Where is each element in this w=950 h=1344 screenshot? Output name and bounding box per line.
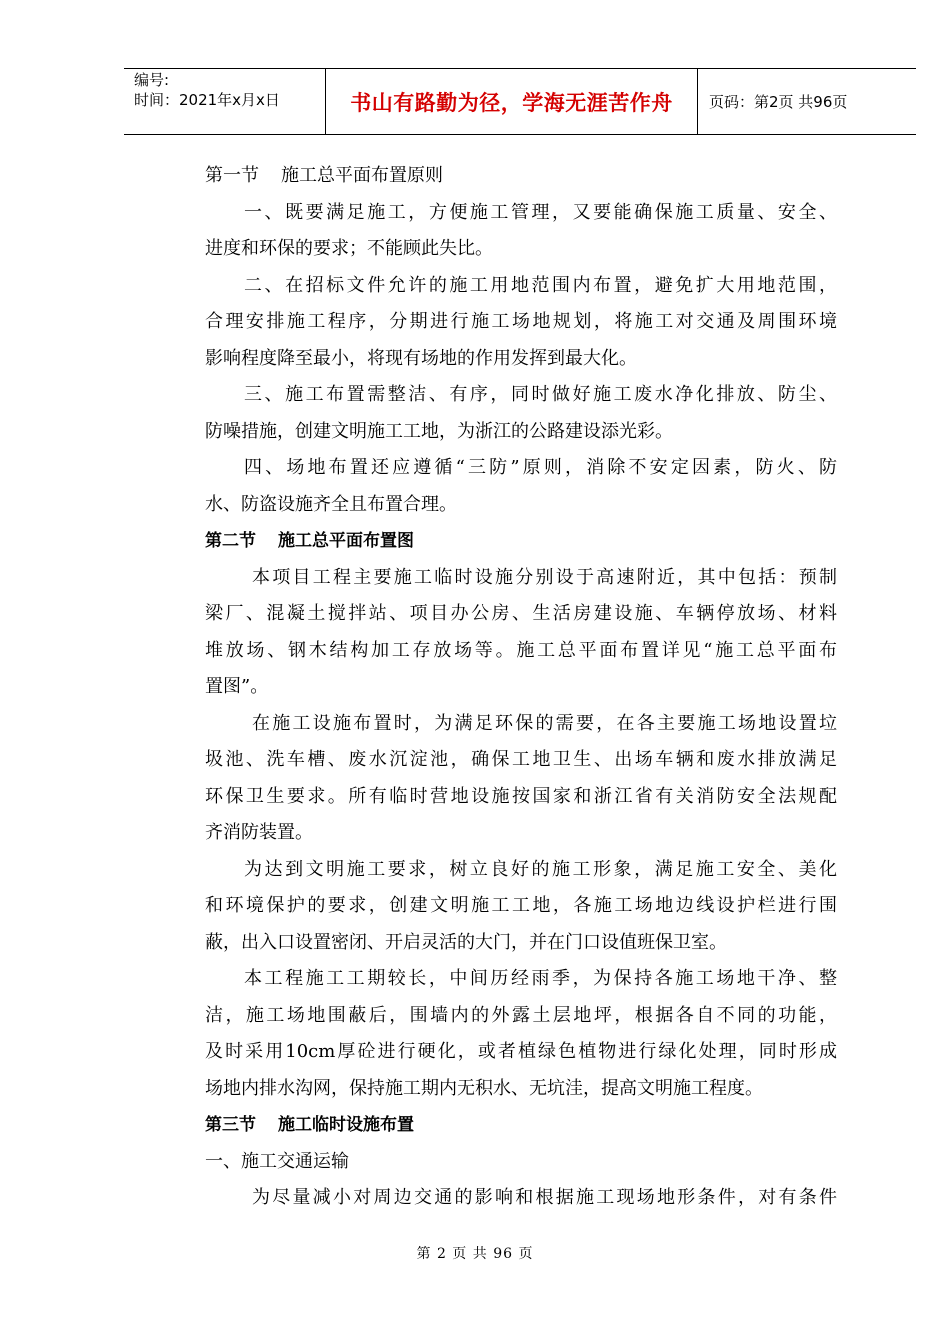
paragraph-line: 进度和环保的要求；不能顾此失比。: [205, 238, 493, 259]
header-divider: [697, 68, 698, 135]
paragraph-line: 为达到文明施工要求，树立良好的施工形象，满足施工安全、美化: [244, 858, 837, 880]
paragraph-line: 蔽，出入口设置密闭、开启灵活的大门，并在门口设值班保卫室。: [205, 931, 727, 953]
header-page-info: 页码：第2页 共96页: [709, 93, 848, 111]
subsection-number: 一、: [205, 1150, 241, 1172]
section-title: 施工总平面布置原则: [281, 165, 443, 186]
section-number: 第一节: [205, 165, 259, 186]
document-body: [205, 158, 837, 1217]
page-footer: 第 2 页 共 96 页: [416, 1246, 534, 1262]
paragraph-line: 三、施工布置需整洁、有序，同时做好施工废水净化排放、防尘、: [244, 384, 837, 405]
paragraph-line: 梁厂、混凝土搅拌站、项目办公房、生活房建设施、车辆停放场、材料: [205, 603, 837, 624]
paragraph-line: 堆放场、钢木结构加工存放场等。施工总平面布置详见“施工总平面布: [205, 639, 837, 661]
paragraph-line: 为尽量减小对周边交通的影响和根据施工现场地形条件，对有条件: [252, 1187, 837, 1208]
paragraph-line: 场地内排水沟网，保持施工期内无积水、无坑洼，提高文明施工程度。: [205, 1077, 763, 1099]
section-number: 第三节: [205, 1115, 256, 1135]
paragraph-line: 防噪措施，创建文明施工工地，为浙江的公路建设添光彩。: [205, 420, 673, 442]
section-heading: [205, 158, 837, 195]
section-title: 施工总平面布置图: [278, 531, 414, 551]
paragraph-line: 四、场地布置还应遵循“三防”原则，消除不安定因素，防火、防: [244, 457, 837, 478]
time-label: 时间：2021年x月x日: [134, 91, 280, 109]
paragraph-line: 影响程度降至最小，将现有场地的作用发挥到最大化。: [205, 347, 637, 369]
paragraph-line: 在施工设施布置时，为满足环保的需要，在各主要施工场地设置垃: [252, 712, 837, 734]
subsection-title: 施工交通运输: [241, 1150, 349, 1172]
paragraph-line: 洁，施工场地围蔽后，围墙内的外露土层地坪，根据各自不同的功能，: [205, 1004, 837, 1026]
header-motto: 书山有路勤为径，学海无涯苦作舟: [350, 90, 673, 115]
paragraph-line: 环保卫生要求。所有临时营地设施按国家和浙江省有关消防安全法规配: [205, 785, 837, 807]
paragraph-line: 一、既要满足施工，方便施工管理，又要能确保施工质量、安全、: [244, 201, 837, 223]
number-label: 编号:: [134, 71, 170, 89]
paragraph-line: 水、防盗设施齐全且布置合理。: [205, 493, 457, 515]
paragraph-line: 置图”。: [205, 676, 269, 697]
paragraph-line: 及时采用10cm厚砼进行硬化，或者植绿色植物进行绿化处理，同时形成: [205, 1041, 837, 1062]
paragraph-line: 齐消防装置。: [205, 822, 313, 843]
section-number: 第二节: [205, 531, 256, 551]
paragraph-line: 和环境保护的要求，创建文明施工工地，各施工场地边线设护栏进行围: [205, 895, 837, 916]
section-heading: [205, 523, 837, 560]
paragraph-line: 圾池、洗车槽、废水沉淀池，确保工地卫生、出场车辆和废水排放满足: [205, 749, 837, 770]
paragraph-line: 二、在招标文件允许的施工用地范围内布置，避免扩大用地范围，: [244, 274, 837, 296]
header-meta: [134, 70, 280, 110]
paragraph-line: 本工程施工工期较长，中间历经雨季，为保持各施工场地干净、整: [244, 968, 837, 989]
paragraph-line: 本项目工程主要施工临时设施分别设于高速附近，其中包括：预制: [252, 566, 837, 588]
section-heading: [205, 1107, 837, 1144]
section-title: 施工临时设施布置: [278, 1115, 414, 1135]
subsection-heading: [205, 1144, 837, 1181]
paragraph-line: 合理安排施工程序，分期进行施工场地规划，将施工对交通及周围环境: [205, 311, 837, 332]
